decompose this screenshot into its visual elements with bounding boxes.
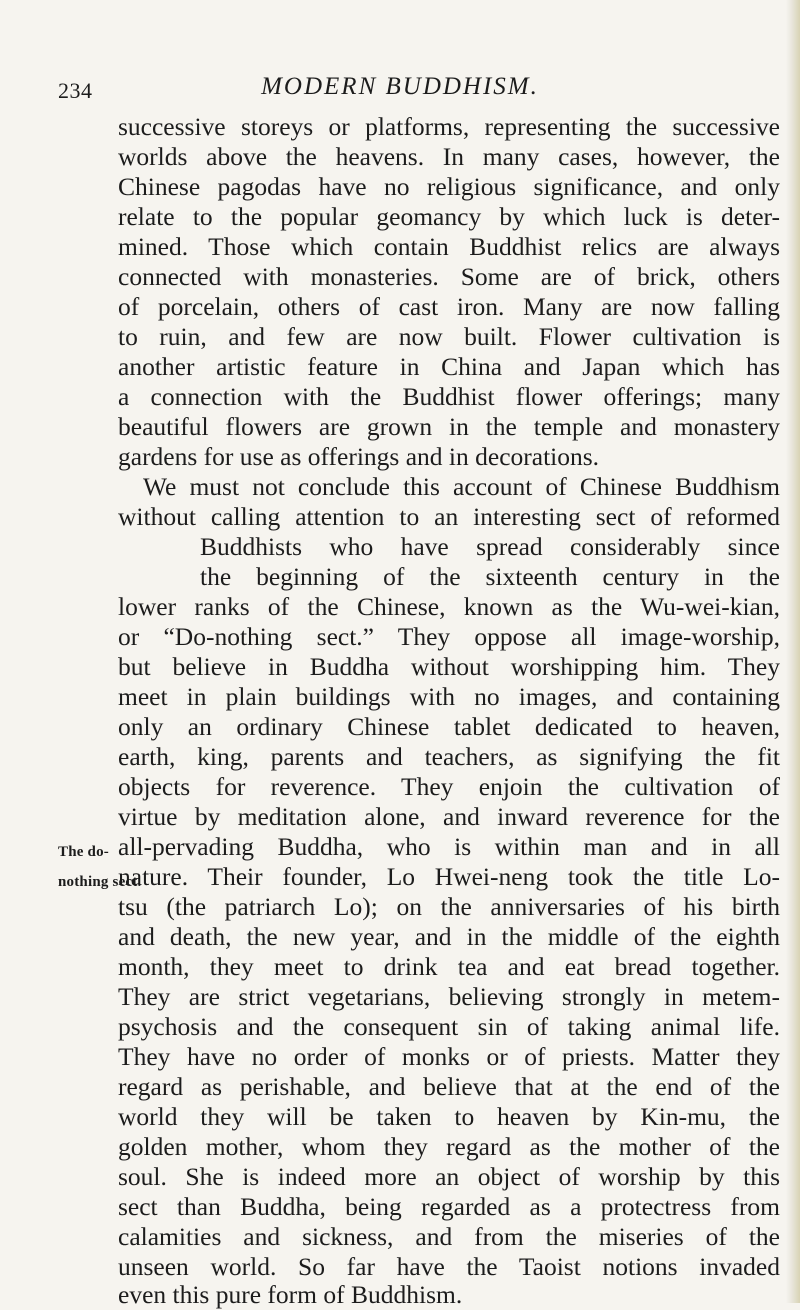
text-line: calamities and sickness, and from the miseries of the: [118, 1222, 780, 1251]
text-line: They are strict vegetarians, believing strongly in metem-: [118, 982, 780, 1011]
text-line: We must not conclude this account of Chinese Buddhism: [143, 472, 780, 501]
text-line: month, they meet to drink tea and eat bread together.: [118, 952, 780, 981]
text-line: successive storeys or platforms, representing the successive: [118, 112, 780, 141]
text-line: sect than Buddha, being regarded as a protectress from: [118, 1192, 780, 1221]
text-line: relate to the popular geomancy by which luck is deter-: [118, 202, 780, 231]
text-line: worlds above the heavens. In many cases, however, the: [118, 142, 780, 171]
margin-note-line: nothing sect.: [58, 874, 142, 890]
text-line: nature. Their founder, Lo Hwei-neng took the title Lo-: [118, 862, 780, 891]
text-line: to ruin, and few are now built. Flower cultivation is: [118, 322, 780, 351]
text-line: Chinese pagodas have no religious significance, and only: [118, 172, 780, 201]
text-line: without calling attention to an interesting sect of reformed: [118, 502, 780, 531]
page-edge-shadow: [786, 0, 800, 1303]
text-line: soul. She is indeed more an object of worship by this: [118, 1162, 780, 1191]
text-line: a connection with the Buddhist flower offerings; many: [118, 382, 780, 411]
text-line: mined. Those which contain Buddhist relics are always: [118, 232, 780, 261]
text-line: regard as perishable, and believe that at the end of the: [118, 1072, 780, 1101]
margin-note-line: The do-: [58, 844, 109, 860]
running-head: MODERN BUDDHISM.: [261, 73, 539, 100]
text-line: meet in plain buildings with no images, and containing: [118, 682, 780, 711]
text-line: gardens for use as offerings and in decorations.: [118, 442, 600, 471]
text-line: lower ranks of the Chinese, known as the Wu-wei-kian,: [118, 592, 780, 621]
text-line: even this pure form of Buddhism.: [118, 1280, 463, 1309]
text-line: earth, king, parents and teachers, as signifying the fit: [118, 742, 780, 771]
text-line: objects for reverence. They enjoin the cultivation of: [118, 772, 780, 801]
text-line: beautiful flowers are grown in the temple and monastery: [118, 412, 780, 441]
text-line: Buddhists who have spread considerably since: [200, 532, 780, 561]
text-line: They have no order of monks or of priests. Matter they: [118, 1042, 780, 1071]
text-line: the beginning of the sixteenth century in the: [200, 562, 780, 591]
text-line: virtue by meditation alone, and inward reverence for the: [118, 802, 780, 831]
text-line: psychosis and the consequent sin of taking animal life.: [118, 1012, 780, 1041]
text-line: only an ordinary Chinese tablet dedicated to heaven,: [118, 712, 780, 741]
text-line: world they will be taken to heaven by Kin-mu, the: [118, 1102, 780, 1131]
text-line: another artistic feature in China and Japan which has: [118, 352, 780, 381]
text-line: connected with monasteries. Some are of brick, others: [118, 262, 780, 291]
text-line: or “Do-nothing sect.” They oppose all image-worship,: [118, 622, 780, 651]
text-line: of porcelain, others of cast iron. Many are now falling: [118, 292, 780, 321]
text-line: golden mother, whom they regard as the mother of the: [118, 1132, 780, 1161]
text-line: unseen world. So far have the Taoist notions invaded: [118, 1252, 780, 1281]
text-line: all-pervading Buddha, who is within man and in all: [118, 832, 780, 861]
text-line: and death, the new year, and in the middle of the eighth: [118, 922, 780, 951]
page-number: 234: [58, 78, 93, 103]
text-line: but believe in Buddha without worshipping him. They: [118, 652, 780, 681]
text-line: tsu (the patriarch Lo); on the anniversaries of his birth: [118, 892, 780, 921]
